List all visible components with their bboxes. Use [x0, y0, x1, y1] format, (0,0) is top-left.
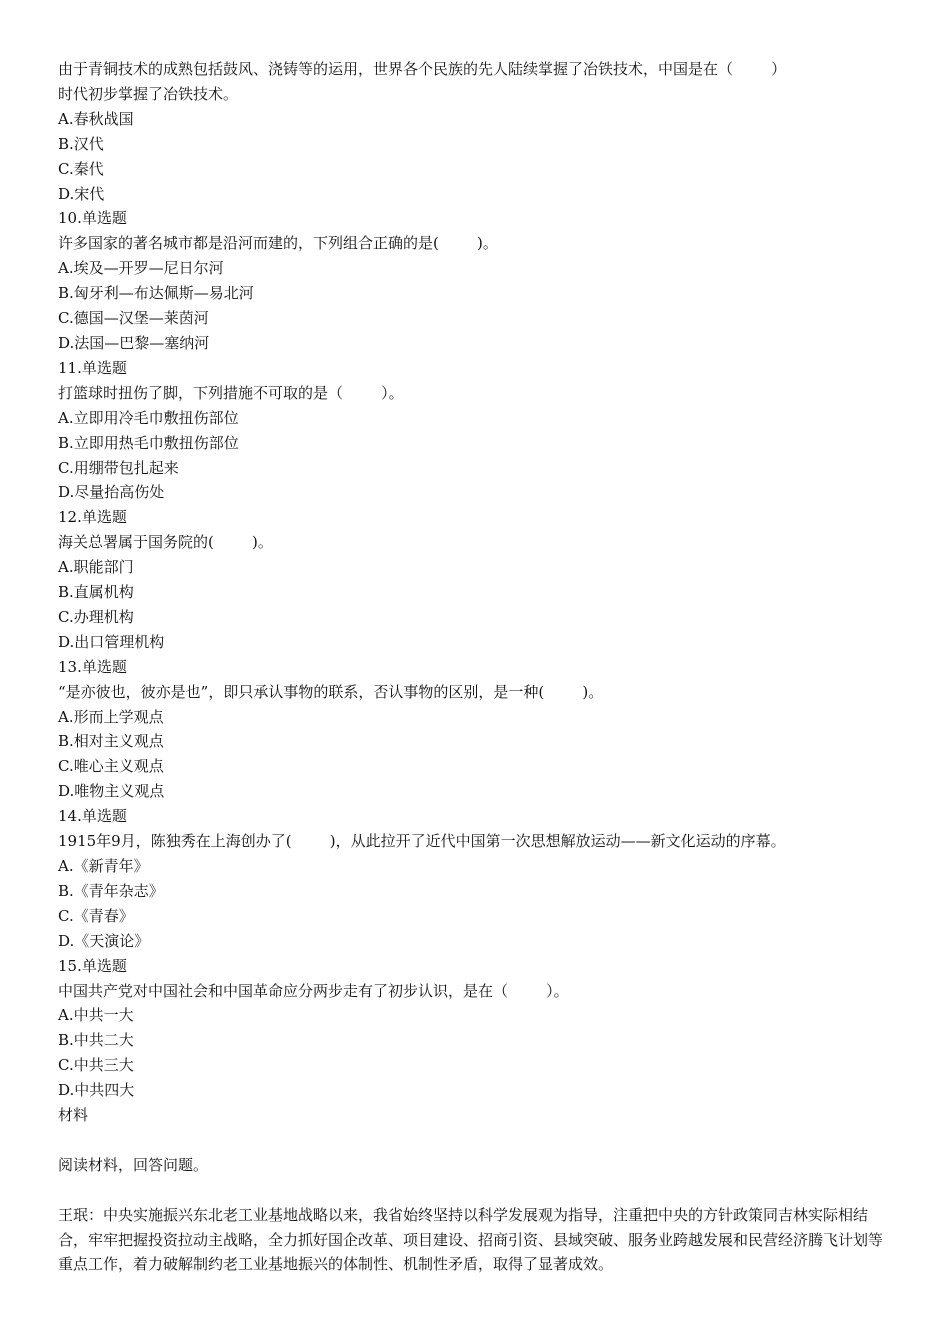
option-d[interactable]: D.宋代	[58, 184, 105, 203]
option-a[interactable]: A.《新青年》	[58, 857, 149, 875]
option-d[interactable]: D.《天演论》	[58, 931, 150, 950]
question-header: 15.单选题	[58, 956, 127, 975]
option-c[interactable]: C.德国—汉堡—莱茵河	[58, 309, 209, 328]
blank-line	[58, 1178, 888, 1203]
option-a[interactable]: A.立即用冷毛巾敷扭伤部位	[58, 408, 239, 427]
question-15	[58, 954, 888, 1103]
option-d[interactable]: D.法国—巴黎—塞纳河	[58, 333, 210, 352]
option-c[interactable]: C.中共三大	[58, 1056, 134, 1075]
option-d[interactable]: D.唯物主义观点	[58, 782, 165, 801]
question-11	[58, 356, 888, 505]
question-stem: 中国共产党对中国社会和中国革命应分两步走有了初步认识，是在（ ）。	[58, 981, 569, 1000]
question-stem: 海关总署属于国务院的( )。	[58, 533, 273, 552]
material-label: 材料	[58, 1106, 89, 1125]
question-stem: 1915年9月，陈独秀在上海创办了( )，从此拉开了近代中国第一次思想解放运动——新文化运动的序幕。	[58, 832, 786, 851]
question-stem-continued: 时代初步掌握了冶铁技术。	[58, 84, 239, 103]
option-b[interactable]: B.《青年杂志》	[58, 881, 164, 900]
option-b[interactable]: B.中共二大	[58, 1031, 134, 1050]
option-d[interactable]: D.中共四大	[58, 1081, 135, 1100]
material-paragraph: 王珉：中央实施振兴东北老工业基地战略以来，我省始终坚持以科学发展观为指导，注重把中央的方针政策同吉林实际相结合，牢牢把握投资拉动主战略，全力抓好国企改革、项目建设、招商引资、县域突破、服务业跨越发展和民营经济腾飞计划等重点工作，着力破解制约老工业基地振兴的体制性、机制性矛盾，取得了显著成效。	[58, 1205, 884, 1274]
option-c[interactable]: C.用绷带包扎起来	[58, 458, 179, 477]
option-b[interactable]: B.直属机构	[58, 583, 134, 602]
question-13	[58, 655, 888, 804]
question-header: 11.单选题	[58, 358, 127, 377]
option-a[interactable]: A.春秋战国	[58, 109, 134, 128]
option-c[interactable]: C.《青春》	[58, 906, 134, 925]
question-stem: 打篮球时扭伤了脚，下列措施不可取的是（ ）。	[58, 383, 404, 402]
option-a[interactable]: A.埃及—开罗—尼日尔河	[58, 259, 224, 278]
question-header: 10.单选题	[58, 209, 127, 228]
question-12	[58, 505, 888, 654]
question-stem: “是亦彼也，彼亦是也”，即只承认事物的联系，否认事物的区别，是一种( )。	[58, 682, 604, 701]
option-d[interactable]: D.出口管理机构	[58, 632, 165, 651]
option-a[interactable]: A.中共一大	[58, 1006, 134, 1025]
option-b[interactable]: B.相对主义观点	[58, 732, 164, 751]
question-header: 12.单选题	[58, 508, 127, 527]
option-b[interactable]: B.汉代	[58, 134, 104, 153]
option-c[interactable]: C.唯心主义观点	[58, 757, 164, 776]
option-c[interactable]: C.秦代	[58, 159, 104, 178]
option-a[interactable]: A.形而上学观点	[58, 707, 164, 726]
question-9	[58, 57, 888, 206]
option-a[interactable]: A.职能部门	[58, 558, 134, 577]
question-14	[58, 804, 888, 953]
question-stem: 许多国家的著名城市都是沿河而建的，下列组合正确的是( )。	[58, 234, 498, 253]
question-stem: 由于青铜技术的成熟包括鼓风、浇铸等的运用，世界各个民族的先人陆续掌握了冶铁技术，中国是在（ ）	[58, 60, 787, 78]
blank-line	[58, 1128, 888, 1153]
question-header: 13.单选题	[58, 657, 127, 676]
option-d[interactable]: D.尽量抬高伤处	[58, 483, 165, 502]
reading-material	[58, 1103, 888, 1277]
material-instruction: 阅读材料，回答问题。	[58, 1155, 209, 1174]
option-b[interactable]: B.立即用热毛巾敷扭伤部位	[58, 433, 239, 452]
option-c[interactable]: C.办理机构	[58, 607, 134, 626]
question-header: 14.单选题	[58, 807, 127, 826]
question-10	[58, 206, 888, 355]
option-b[interactable]: B.匈牙利—布达佩斯—易北河	[58, 284, 254, 303]
